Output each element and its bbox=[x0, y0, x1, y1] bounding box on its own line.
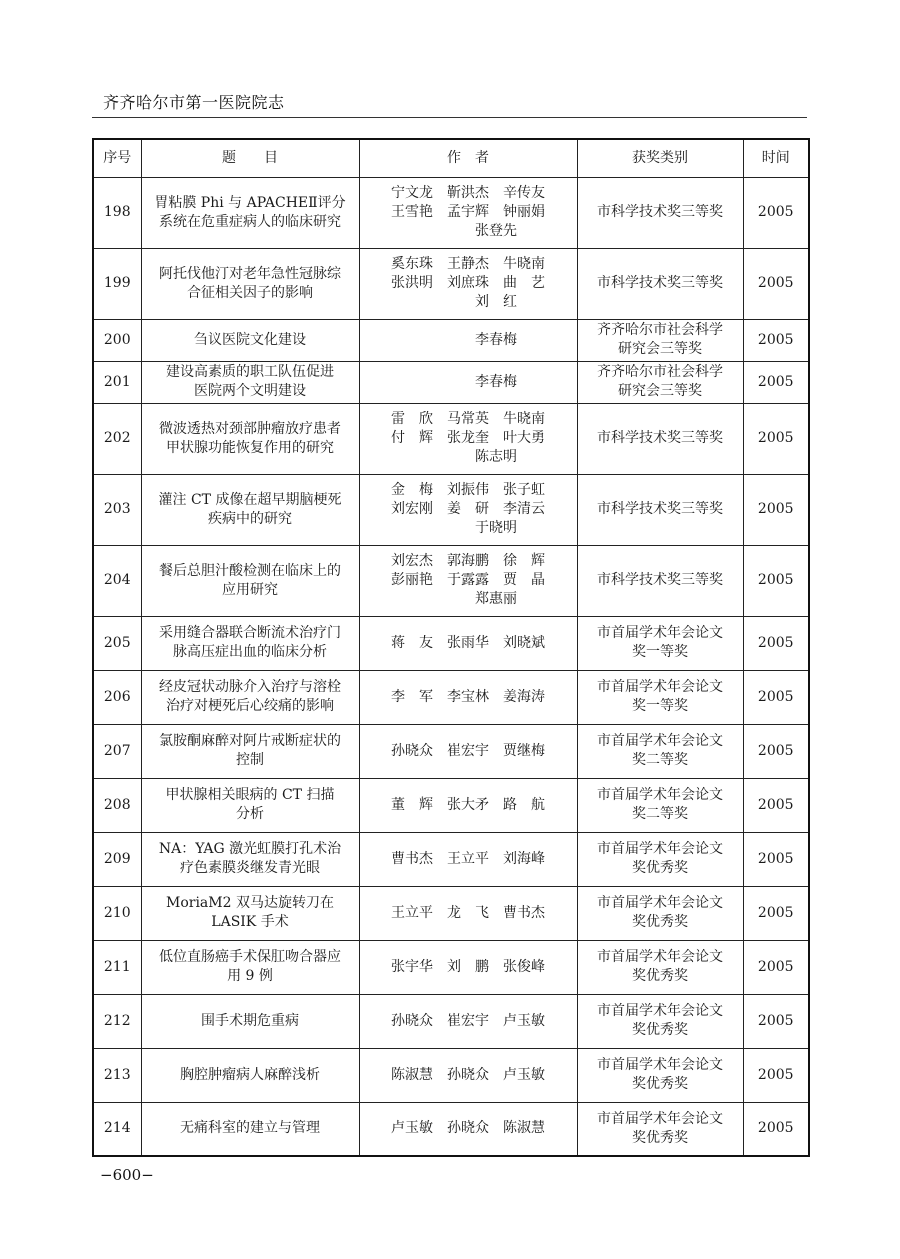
authors-line: 张洪明 刘庶珠 曲 艺 bbox=[391, 275, 545, 291]
award-category-line: 奖优秀奖 bbox=[632, 968, 688, 984]
paper-title-line: LASIK 手术 bbox=[211, 914, 289, 930]
authors-line: 于晓明 bbox=[419, 520, 517, 536]
authors-line: 付 辉 张龙奎 叶大勇 bbox=[391, 430, 545, 446]
paper-title bbox=[141, 1102, 359, 1156]
page-header-title: 齐齐哈尔市第一医院院志 bbox=[103, 93, 285, 112]
award-category-line: 奖优秀奖 bbox=[632, 1129, 688, 1146]
row-number: 198 bbox=[93, 177, 141, 248]
award-category-line: 齐齐哈尔市社会科学 bbox=[597, 322, 723, 338]
paper-title-line: 采用缝合器联合断流术治疗门 bbox=[159, 625, 341, 641]
paper-title-line: 用 9 例 bbox=[227, 968, 273, 984]
authors-line: 刘宏刚 姜 研 李清云 bbox=[391, 501, 545, 517]
authors bbox=[359, 886, 577, 940]
award-category bbox=[577, 1048, 743, 1102]
table-row bbox=[93, 778, 809, 832]
award-category-line: 奖一等奖 bbox=[632, 698, 688, 714]
table-row bbox=[93, 1102, 809, 1156]
paper-title-line: 经皮冠状动脉介入治疗与溶栓 bbox=[159, 679, 341, 695]
authors-line: 陈淑慧 孙晓众 卢玉敏 bbox=[391, 1066, 545, 1083]
column-header-title: 题 目 bbox=[141, 139, 359, 177]
award-category bbox=[577, 474, 743, 545]
authors-line: 陈志明 bbox=[419, 449, 517, 465]
award-year: 2005 bbox=[743, 724, 809, 778]
row-number: 203 bbox=[93, 474, 141, 545]
authors-line: 雷 欣 马常英 牛晓南 bbox=[391, 411, 545, 427]
authors bbox=[359, 940, 577, 994]
award-category bbox=[577, 545, 743, 616]
authors bbox=[359, 616, 577, 670]
award-year: 2005 bbox=[743, 1048, 809, 1102]
award-category bbox=[577, 778, 743, 832]
page-number: −600− bbox=[100, 1166, 154, 1184]
paper-title-line: 阿托伐他汀对老年急性冠脉综 bbox=[159, 265, 341, 282]
award-category-line: 市首届学术年会论文 bbox=[597, 625, 723, 641]
row-number: 207 bbox=[93, 724, 141, 778]
authors-line: 卢玉敏 孙晓众 陈淑慧 bbox=[391, 1120, 545, 1137]
award-category-line: 奖二等奖 bbox=[632, 752, 688, 768]
authors-line: 张登先 bbox=[419, 223, 517, 239]
award-year: 2005 bbox=[743, 940, 809, 994]
paper-title-line: NA：YAG 激光虹膜打孔术治 bbox=[158, 841, 342, 857]
paper-title bbox=[141, 545, 359, 616]
award-category-line: 市首届学术年会论文 bbox=[597, 1057, 723, 1073]
paper-title bbox=[141, 994, 359, 1048]
award-category-line: 奖二等奖 bbox=[632, 806, 688, 822]
table-row bbox=[93, 994, 809, 1048]
paper-title-line: 甲状腺功能恢复作用的研究 bbox=[166, 439, 334, 456]
paper-title bbox=[141, 177, 359, 248]
table-row bbox=[93, 177, 809, 248]
award-category-line: 奖一等奖 bbox=[632, 644, 688, 660]
row-number: 206 bbox=[93, 670, 141, 724]
award-category-line: 市科学技术奖三等奖 bbox=[597, 430, 723, 446]
column-header-year: 时间 bbox=[743, 139, 809, 177]
authors-line: 奚东珠 王静杰 牛晓南 bbox=[391, 256, 545, 272]
paper-title bbox=[141, 886, 359, 940]
paper-title-line: 胸腔肿瘤病人麻醉浅析 bbox=[180, 1066, 320, 1083]
authors-line: 孙晓众 崔宏宇 卢玉敏 bbox=[391, 1012, 545, 1029]
table-row bbox=[93, 545, 809, 616]
authors bbox=[359, 545, 577, 616]
table-row bbox=[93, 886, 809, 940]
paper-title-line: 应用研究 bbox=[222, 581, 278, 598]
paper-title bbox=[141, 670, 359, 724]
award-year: 2005 bbox=[743, 319, 809, 361]
table-row bbox=[93, 319, 809, 361]
award-category bbox=[577, 832, 743, 886]
authors bbox=[359, 403, 577, 474]
authors-line: 李春梅 bbox=[419, 331, 517, 348]
award-year: 2005 bbox=[743, 545, 809, 616]
authors-line: 王立平 龙 飞 曹书杰 bbox=[391, 904, 545, 921]
paper-title-line: 分析 bbox=[236, 806, 264, 822]
table-header-row bbox=[93, 139, 809, 177]
award-category bbox=[577, 248, 743, 319]
award-category bbox=[577, 886, 743, 940]
paper-title bbox=[141, 248, 359, 319]
authors bbox=[359, 994, 577, 1048]
paper-title bbox=[141, 778, 359, 832]
authors bbox=[359, 1048, 577, 1102]
paper-title-line: 疗色素膜炎继发青光眼 bbox=[180, 860, 320, 876]
table-row bbox=[93, 616, 809, 670]
award-category-line: 市首届学术年会论文 bbox=[597, 679, 723, 695]
paper-title-line: 控制 bbox=[236, 752, 264, 768]
award-category bbox=[577, 670, 743, 724]
award-category bbox=[577, 403, 743, 474]
authors bbox=[359, 361, 577, 403]
award-category-line: 研究会三等奖 bbox=[618, 383, 702, 399]
authors-line: 刘 红 bbox=[419, 294, 517, 310]
award-category-line: 市首届学术年会论文 bbox=[597, 1003, 723, 1019]
row-number: 209 bbox=[93, 832, 141, 886]
row-number: 201 bbox=[93, 361, 141, 403]
row-number: 212 bbox=[93, 994, 141, 1048]
award-category-line: 市科学技术奖三等奖 bbox=[597, 572, 723, 588]
award-category-line: 市首届学术年会论文 bbox=[597, 1110, 723, 1127]
award-category bbox=[577, 724, 743, 778]
paper-title-line: 合征相关因子的影响 bbox=[187, 284, 313, 301]
paper-title-line: 围手术期危重病 bbox=[201, 1012, 299, 1029]
award-category bbox=[577, 319, 743, 361]
authors-line: 孙晓众 崔宏宇 贾继梅 bbox=[391, 742, 545, 759]
authors bbox=[359, 832, 577, 886]
row-number: 214 bbox=[93, 1102, 141, 1156]
authors-line: 李 军 李宝林 姜海涛 bbox=[391, 688, 545, 705]
paper-title-line: 治疗对梗死后心绞痛的影响 bbox=[166, 698, 334, 714]
paper-title-line: 灌注 CT 成像在超早期脑梗死 bbox=[158, 491, 342, 508]
paper-title-line: 微波透热对颈部肿瘤放疗患者 bbox=[159, 420, 341, 437]
row-number: 199 bbox=[93, 248, 141, 319]
award-category-line: 奖优秀奖 bbox=[632, 860, 688, 876]
award-category bbox=[577, 1102, 743, 1156]
paper-title bbox=[141, 616, 359, 670]
row-number: 210 bbox=[93, 886, 141, 940]
award-category bbox=[577, 940, 743, 994]
award-year: 2005 bbox=[743, 1102, 809, 1156]
table-row bbox=[93, 724, 809, 778]
award-year: 2005 bbox=[743, 403, 809, 474]
award-category-line: 研究会三等奖 bbox=[618, 341, 702, 357]
paper-title bbox=[141, 832, 359, 886]
row-number: 202 bbox=[93, 403, 141, 474]
paper-title bbox=[141, 940, 359, 994]
paper-title-line: 无痛科室的建立与管理 bbox=[180, 1120, 320, 1137]
award-year: 2005 bbox=[743, 886, 809, 940]
paper-title-line: 系统在危重症病人的临床研究 bbox=[159, 213, 341, 230]
authors-line: 金 梅 刘振伟 张子虹 bbox=[391, 482, 545, 498]
paper-title-line: 甲状腺相关眼病的 CT 扫描 bbox=[165, 787, 335, 803]
award-year: 2005 bbox=[743, 832, 809, 886]
paper-title-line: 刍议医院文化建设 bbox=[194, 331, 306, 348]
authors-line: 郑惠丽 bbox=[419, 591, 517, 607]
column-header-number: 序号 bbox=[93, 139, 141, 177]
paper-title bbox=[141, 1048, 359, 1102]
table-row bbox=[93, 1048, 809, 1102]
authors-line: 张宇华 刘 鹏 张俊峰 bbox=[391, 958, 545, 975]
table-row bbox=[93, 403, 809, 474]
award-category-line: 齐齐哈尔市社会科学 bbox=[597, 364, 723, 380]
award-category-line: 市科学技术奖三等奖 bbox=[597, 501, 723, 517]
award-year: 2005 bbox=[743, 474, 809, 545]
award-year: 2005 bbox=[743, 248, 809, 319]
row-number: 204 bbox=[93, 545, 141, 616]
row-number: 200 bbox=[93, 319, 141, 361]
award-category-line: 奖优秀奖 bbox=[632, 1076, 688, 1092]
authors-line: 刘宏杰 郭海鹏 徐 辉 bbox=[391, 553, 545, 569]
authors-line: 董 辉 张大矛 路 航 bbox=[391, 796, 545, 813]
award-category-line: 奖优秀奖 bbox=[632, 914, 688, 930]
paper-title bbox=[141, 474, 359, 545]
award-year: 2005 bbox=[743, 616, 809, 670]
award-category bbox=[577, 361, 743, 403]
authors-line: 宁文龙 靳洪杰 辛传友 bbox=[391, 185, 545, 201]
table-row bbox=[93, 832, 809, 886]
row-number: 205 bbox=[93, 616, 141, 670]
award-category-line: 市首届学术年会论文 bbox=[597, 895, 723, 911]
authors-line: 李春梅 bbox=[419, 373, 517, 390]
award-year: 2005 bbox=[743, 361, 809, 403]
row-number: 211 bbox=[93, 940, 141, 994]
paper-title-line: 建设高素质的职工队伍促进 bbox=[166, 364, 334, 380]
award-category-line: 奖优秀奖 bbox=[632, 1022, 688, 1038]
award-category-line: 市科学技术奖三等奖 bbox=[597, 204, 723, 220]
column-header-authors: 作 者 bbox=[359, 139, 577, 177]
authors bbox=[359, 248, 577, 319]
paper-title bbox=[141, 361, 359, 403]
paper-title-line: 脉高压症出血的临床分析 bbox=[173, 644, 327, 660]
authors bbox=[359, 319, 577, 361]
authors bbox=[359, 177, 577, 248]
header-divider bbox=[92, 117, 807, 118]
paper-title bbox=[141, 403, 359, 474]
paper-title bbox=[141, 724, 359, 778]
awards-table bbox=[92, 138, 810, 1157]
authors-line: 蒋 友 张雨华 刘晓斌 bbox=[391, 634, 545, 651]
column-header-award: 获奖类别 bbox=[577, 139, 743, 177]
award-year: 2005 bbox=[743, 670, 809, 724]
award-category bbox=[577, 994, 743, 1048]
award-year: 2005 bbox=[743, 177, 809, 248]
table-row bbox=[93, 670, 809, 724]
table-row bbox=[93, 940, 809, 994]
paper-title-line: MoriaM2 双马达旋转刀在 bbox=[166, 895, 334, 911]
authors bbox=[359, 670, 577, 724]
award-category bbox=[577, 616, 743, 670]
row-number: 208 bbox=[93, 778, 141, 832]
authors-line: 王雪艳 孟宇辉 钟丽娟 bbox=[391, 204, 545, 220]
award-category-line: 市首届学术年会论文 bbox=[597, 949, 723, 965]
paper-title-line: 氯胺酮麻醉对阿片戒断症状的 bbox=[159, 733, 341, 749]
authors bbox=[359, 778, 577, 832]
authors-line: 曹书杰 王立平 刘海峰 bbox=[391, 850, 545, 867]
award-year: 2005 bbox=[743, 994, 809, 1048]
authors bbox=[359, 1102, 577, 1156]
paper-title-line: 医院两个文明建设 bbox=[194, 383, 306, 399]
award-category-line: 市首届学术年会论文 bbox=[597, 733, 723, 749]
paper-title-line: 疾病中的研究 bbox=[208, 510, 292, 527]
row-number: 213 bbox=[93, 1048, 141, 1102]
table-body bbox=[93, 177, 809, 1156]
award-category-line: 市首届学术年会论文 bbox=[597, 841, 723, 857]
authors bbox=[359, 474, 577, 545]
paper-title-line: 胃粘膜 Phi 与 APACHEⅡ评分 bbox=[154, 194, 346, 211]
award-category-line: 市科学技术奖三等奖 bbox=[597, 275, 723, 291]
table-row bbox=[93, 474, 809, 545]
award-category bbox=[577, 177, 743, 248]
award-category-line: 市首届学术年会论文 bbox=[597, 787, 723, 803]
authors-line: 彭丽艳 于露露 贾 晶 bbox=[391, 572, 545, 588]
table-row bbox=[93, 361, 809, 403]
paper-title-line: 餐后总胆汁酸检测在临床上的 bbox=[159, 562, 341, 579]
paper-title-line: 低位直肠癌手术保肛吻合器应 bbox=[159, 949, 341, 965]
paper-title bbox=[141, 319, 359, 361]
award-year: 2005 bbox=[743, 778, 809, 832]
authors bbox=[359, 724, 577, 778]
table-row bbox=[93, 248, 809, 319]
